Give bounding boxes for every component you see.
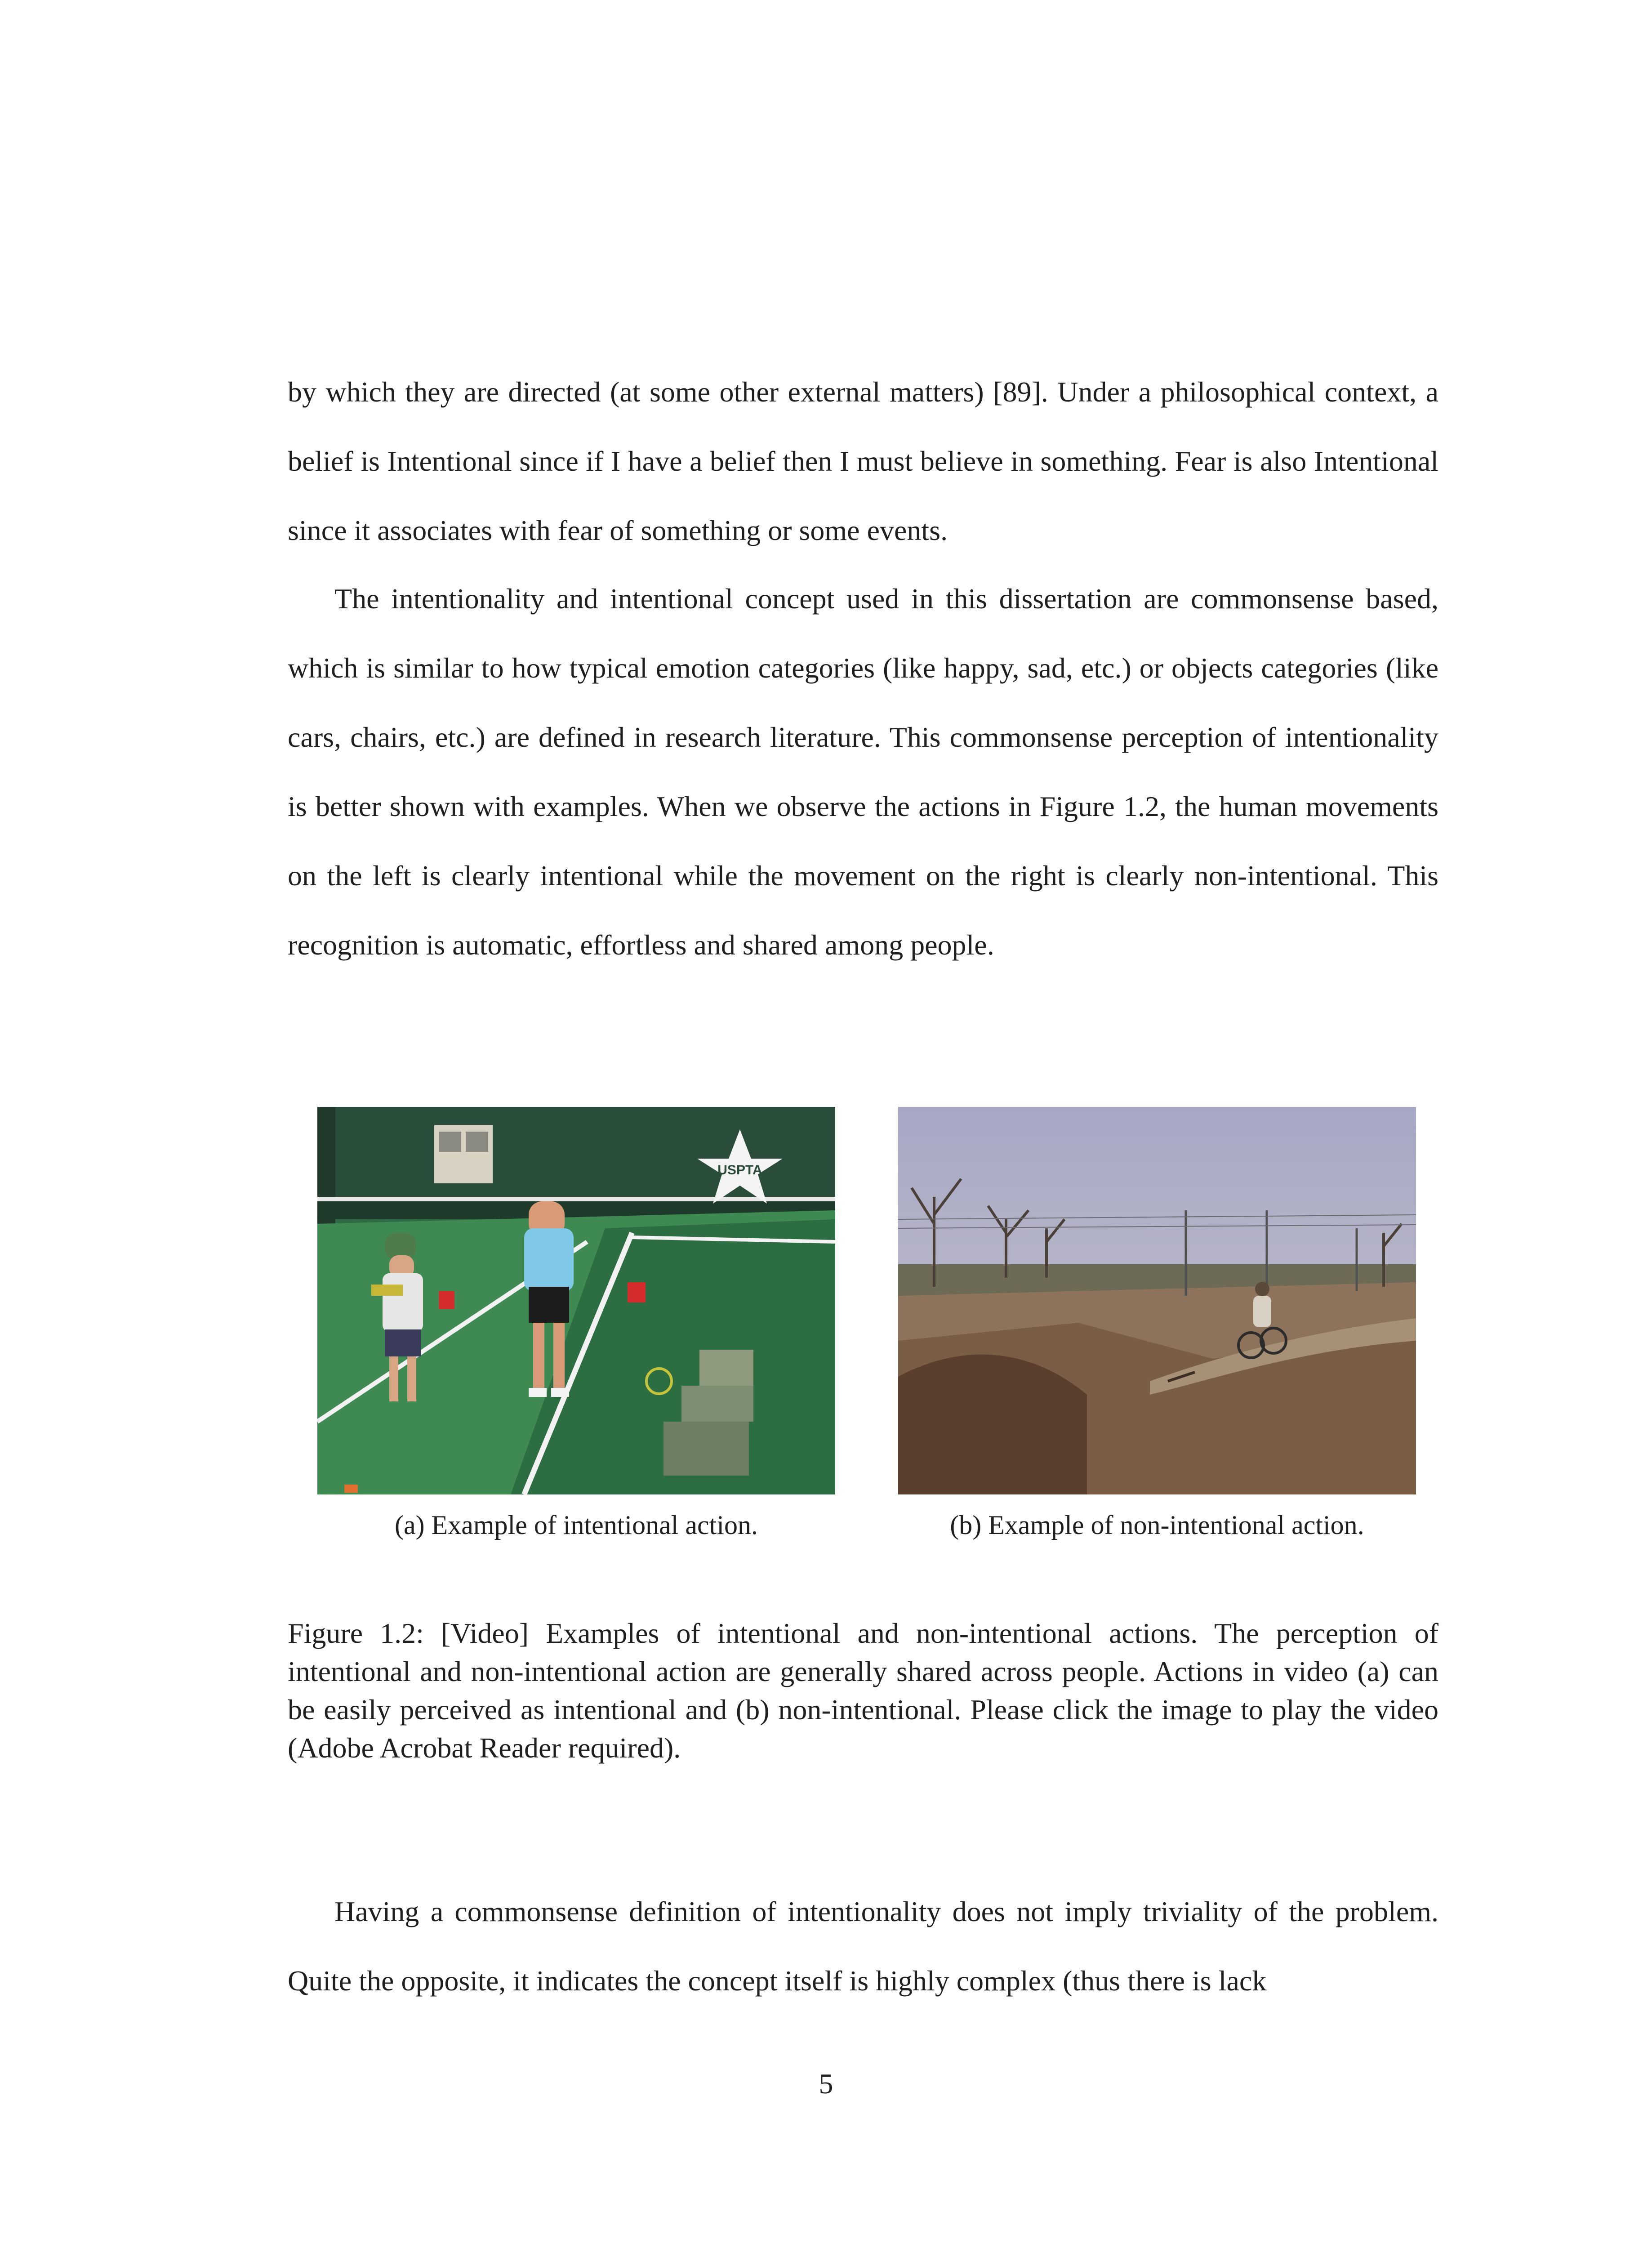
body-paragraph-2: The intentionality and intentional concept used in this dissertation are commonsense based, which is similar to how typical emotion categories (like happy, sad, etc.) or objects categories (like cars, chairs, etc.) are defined in research literature. This commonsense perception of intentionality is better shown with examples. When we observe the actions in Figure 1.2, the human movements on the left is clearly intentional while the movement on the right is clearly non-intentional. This recognition is automatic, effortless and shared among people.	[288, 583, 1438, 961]
figure-caption: Figure 1.2: [Video] Examples of intentional and non-intentional actions. The perception of intentional and non-intentional action are generally shared across people. Actions in video (a) can be easily perceived as intentional and (b) non-intentional. Please click the image to play the video (Adobe Acrobat Reader required).	[288, 1617, 1438, 1764]
figure-image-non-intentional-action[interactable]	[898, 1107, 1416, 1494]
bike-track-scene	[898, 1107, 1416, 1494]
tennis-court-scene	[317, 1107, 835, 1494]
page-number: 5	[819, 2068, 833, 2100]
figure-image-intentional-action[interactable]	[317, 1107, 835, 1494]
body-paragraph-3: Having a commonsense definition of intentionality does not imply triviality of the problem. Quite the opposite, it indicates the concept itself is highly complex (thus there is lack	[288, 1896, 1438, 1997]
body-paragraph-1: by which they are directed (at some other external matters) [89]. Under a philosophical context, a belief is Intentional since if I have a belief then I must believe in something. Fear is also Intentional since it associates with fear of something or some events.	[288, 376, 1438, 546]
subcaption-b: (b) Example of non-intentional action.	[950, 1510, 1364, 1540]
subcaption-a: (a) Example of intentional action.	[394, 1510, 758, 1540]
uspta-sign-text: USPTA	[717, 1163, 762, 1178]
